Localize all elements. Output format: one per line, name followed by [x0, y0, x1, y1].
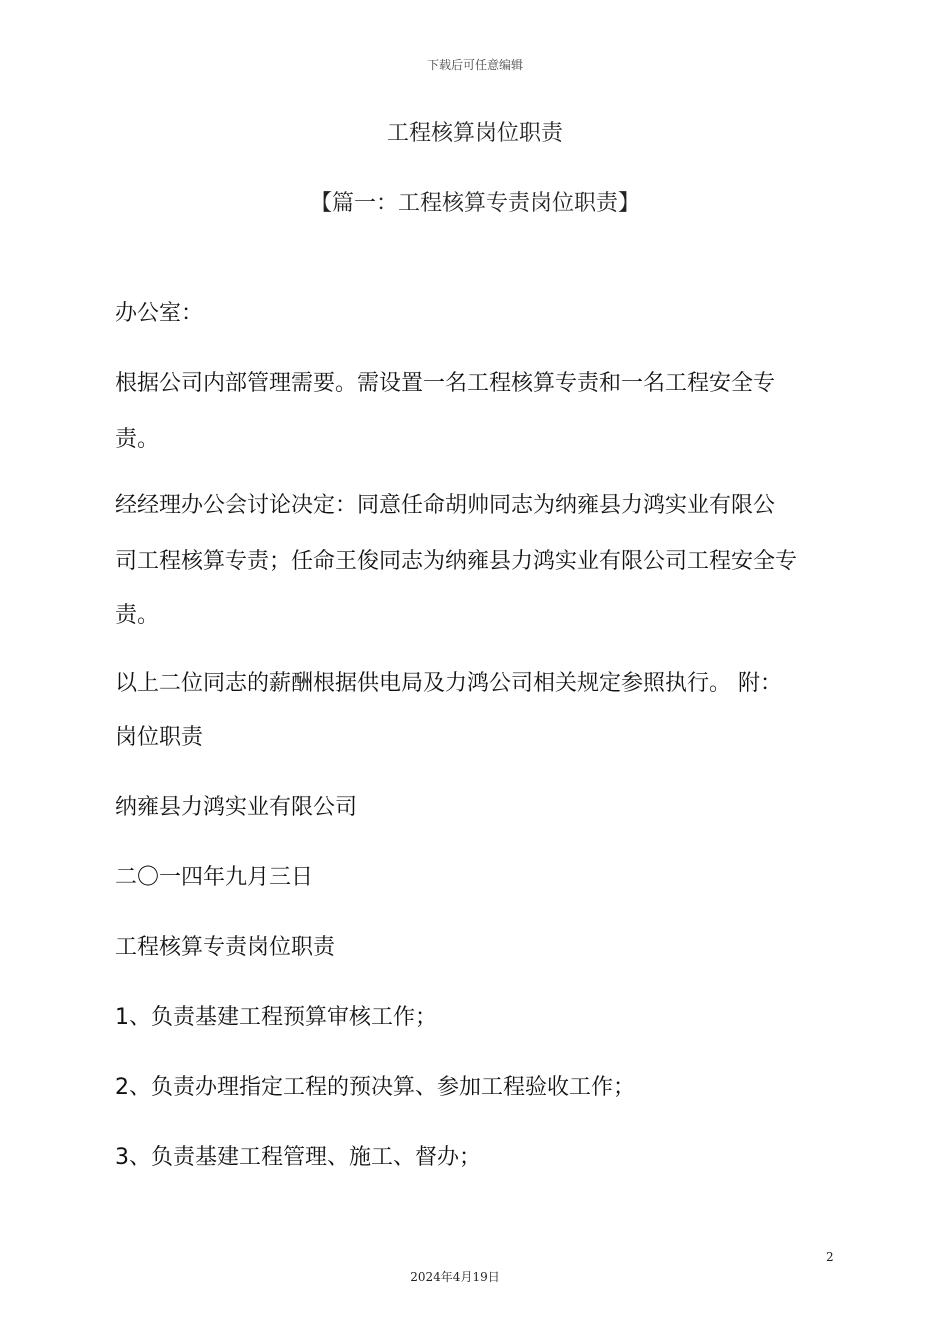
- list-item: 2、负责办理指定工程的预决算、参加工程验收工作；: [115, 1075, 635, 1100]
- list-item: 3、负责基建工程管理、施工、督办；: [115, 1145, 481, 1170]
- section-title: 工程核算专责岗位职责: [115, 935, 336, 960]
- paragraph-addressee: 办公室：: [115, 301, 204, 326]
- footer-date: 2024年4月19日: [410, 1270, 500, 1284]
- document-subtitle: 【篇一：工程核算专责岗位职责】: [309, 191, 640, 216]
- page-header-note: 下载后可任意编辑: [426, 58, 523, 72]
- paragraph-need-line2: 责。: [115, 427, 160, 452]
- paragraph-decision-line2: 司工程核算专责；任命王俊同志为纳雍县力鸿实业有限公司工程安全专: [115, 549, 798, 574]
- paragraph-salary-line2: 岗位职责: [115, 725, 204, 750]
- document-date: 二〇一四年九月三日: [115, 865, 314, 890]
- company-name: 纳雍县力鸿实业有限公司: [115, 795, 358, 820]
- paragraph-decision-line1: 经经理办公会讨论决定：同意任命胡帅同志为纳雍县力鸿实业有限公: [115, 493, 776, 518]
- paragraph-salary-line1: 以上二位同志的薪酬根据供电局及力鸿公司相关规定参照执行。 附：: [115, 671, 782, 696]
- paragraph-decision-line3: 责。: [115, 603, 160, 628]
- page-number: 2: [826, 1250, 834, 1264]
- document-title: 工程核算岗位职责: [386, 121, 563, 146]
- list-item: 1、负责基建工程预算审核工作；: [115, 1005, 437, 1030]
- paragraph-need-line1: 根据公司内部管理需要。需设置一名工程核算专责和一名工程安全专: [115, 371, 776, 396]
